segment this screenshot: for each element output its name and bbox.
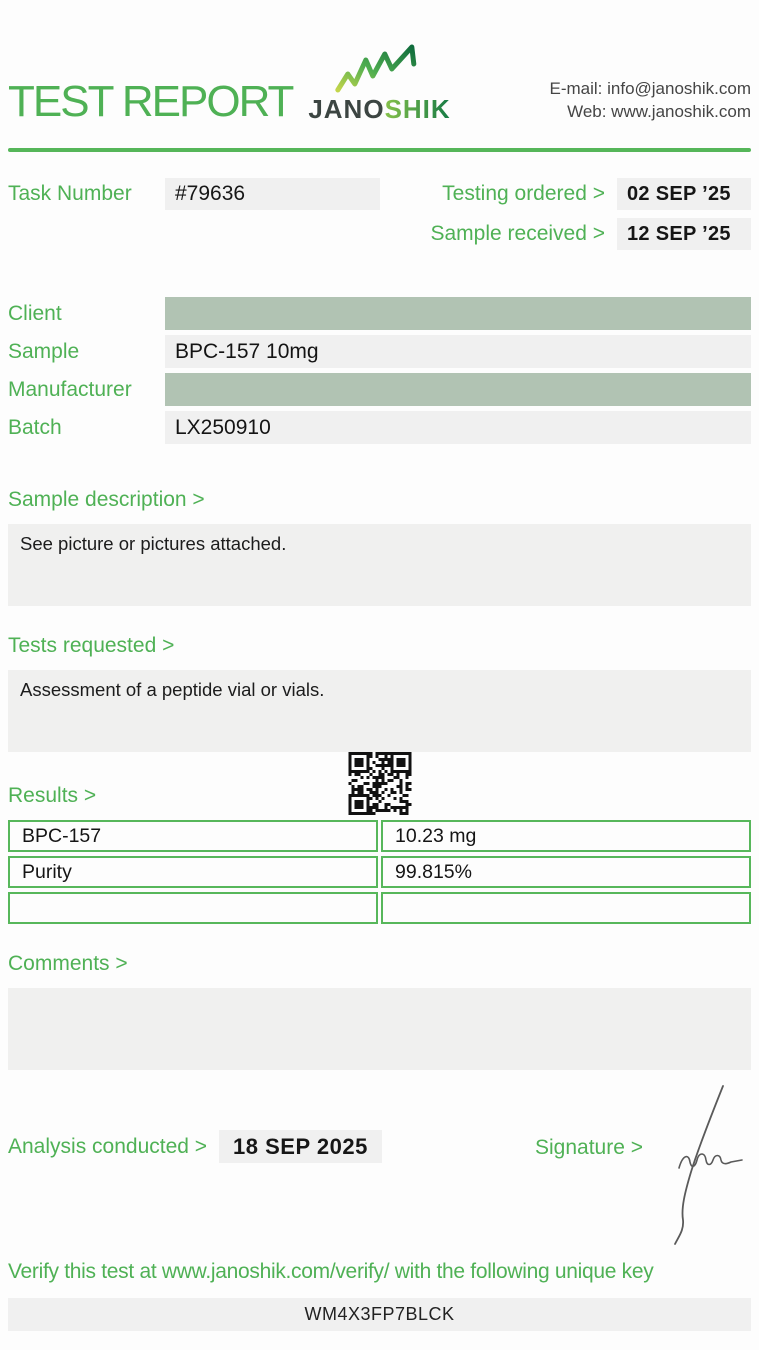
signature-scribble <box>645 1078 745 1250</box>
task-number-label: Task Number <box>8 182 132 205</box>
contact-info <box>550 78 752 124</box>
sample-label: Sample <box>8 339 80 363</box>
sample-value: BPC-157 10mg <box>165 335 751 368</box>
batch-row <box>8 411 751 444</box>
contact-web: Web: www.janoshik.com <box>567 101 751 121</box>
analysis-date-value: 18 SEP 2025 <box>219 1130 382 1163</box>
table-row <box>8 892 751 924</box>
result-name-cell <box>8 892 378 924</box>
footer-section <box>8 1070 751 1260</box>
client-label: Client <box>8 301 62 325</box>
result-value-cell <box>381 892 751 924</box>
header-divider <box>8 148 751 152</box>
table-row <box>8 856 751 888</box>
results-header <box>8 752 751 816</box>
result-value-cell: 99.815% <box>381 856 751 888</box>
results-heading: Results > <box>8 784 97 807</box>
task-number-value: #79636 <box>165 178 380 210</box>
sample-description-box: See picture or pictures attached. <box>8 524 751 606</box>
batch-label: Batch <box>8 415 62 439</box>
verify-key: WM4X3FP7BLCK <box>8 1298 751 1331</box>
logo-wordmark-right: SHIK <box>384 94 451 124</box>
logo-chart-icon <box>332 44 428 94</box>
table-row <box>8 820 751 852</box>
results-table <box>8 820 751 924</box>
task-number-row <box>8 178 380 210</box>
client-row <box>8 297 751 330</box>
logo-wordmark-left: JANO <box>308 94 385 124</box>
tests-requested-heading: Tests requested > <box>8 634 175 657</box>
sample-description-heading: Sample description > <box>8 488 205 511</box>
client-value-redacted <box>165 297 751 330</box>
manufacturer-label: Manufacturer <box>8 377 132 401</box>
signature-label: Signature > <box>535 1136 643 1159</box>
analysis-conducted-row <box>8 1130 382 1163</box>
comments-heading: Comments > <box>8 952 128 975</box>
manufacturer-value-redacted <box>165 373 751 406</box>
testing-ordered-value: 02 SEP ’25 <box>617 178 751 210</box>
contact-email: E-mail: info@janoshik.com <box>549 79 751 98</box>
sample-received-label: Sample received > <box>430 222 605 245</box>
dates-column <box>430 178 751 250</box>
janoshik-logo <box>308 44 450 122</box>
qr-code <box>348 752 411 815</box>
page-title: TEST REPORT <box>8 77 293 126</box>
verify-instruction: Verify this test at www.janoshik.com/verify/ with the following unique key <box>8 1260 654 1283</box>
logo-wordmark <box>308 96 450 122</box>
manufacturer-row <box>8 373 751 406</box>
analysis-conducted-label: Analysis conducted > <box>8 1134 208 1158</box>
result-value-cell: 10.23 mg <box>381 820 751 852</box>
sample-row <box>8 335 751 368</box>
tests-requested-box: Assessment of a peptide vial or vials. <box>8 670 751 752</box>
comments-box <box>8 988 751 1070</box>
sample-received-value: 12 SEP ’25 <box>617 218 751 250</box>
batch-value: LX250910 <box>165 411 751 444</box>
meta-section <box>8 178 751 250</box>
sample-received-row <box>430 218 751 250</box>
details-section <box>8 297 751 444</box>
report-header <box>8 0 751 148</box>
testing-ordered-label: Testing ordered > <box>442 182 605 205</box>
testing-ordered-row <box>442 178 751 210</box>
result-name-cell: BPC-157 <box>8 820 378 852</box>
result-name-cell: Purity <box>8 856 378 888</box>
